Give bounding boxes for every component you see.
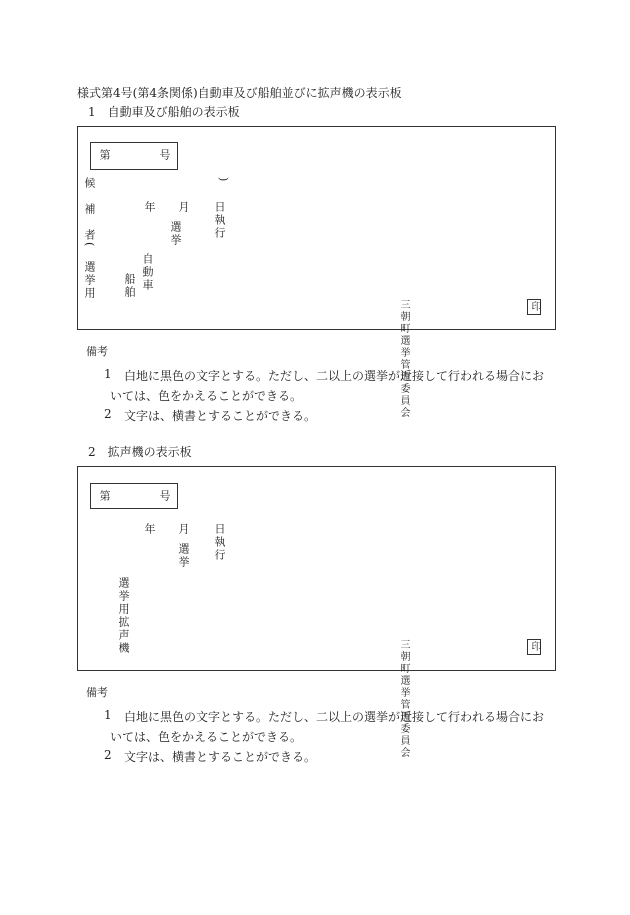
- election-label: 選挙: [169, 221, 182, 247]
- notes-1-item-1-number: 1: [104, 367, 112, 381]
- number-box: [90, 483, 178, 509]
- candidate-close: ): [217, 177, 230, 184]
- notes-2-item-1-number: 1: [104, 708, 112, 722]
- notes-2-heading: 備考: [86, 686, 108, 699]
- year-label: 年: [143, 523, 156, 536]
- number-suffix: 号: [158, 490, 171, 503]
- day-label: 日執行: [213, 523, 226, 562]
- seal-text: 印: [529, 301, 540, 313]
- section-2-heading: 2 拡声機の表示板: [88, 445, 192, 459]
- issuer-label: 三朝町選挙管理委員会: [398, 299, 409, 419]
- notes-2-item-1-line-2: いては、色をかえることができる。: [110, 730, 303, 744]
- issuer-label: 三朝町選挙管理委員会: [398, 639, 409, 759]
- election-label: 選挙: [177, 543, 190, 569]
- use-label: 選挙用: [83, 261, 96, 300]
- notes-2-item-2-line-1: 文字は、横書とすることができる。: [124, 750, 317, 764]
- notes-2-item-1-line-1: 白地に黒色の文字とする。ただし、二以上の選挙が近接して行われる場合にお: [124, 710, 545, 724]
- month-label: 月: [177, 523, 190, 536]
- day-label: 日執行: [213, 201, 226, 240]
- number-label: 第: [98, 490, 111, 503]
- month-label: 月: [177, 201, 190, 214]
- notes-1-item-2-line-1: 文字は、横書とすることができる。: [124, 409, 317, 423]
- notes-1-item-1-line-2: いては、色をかえることができる。: [110, 389, 303, 403]
- device-label: 選挙用拡声機: [117, 577, 130, 655]
- year-label: 年: [143, 201, 156, 214]
- notes-2-item-2-number: 2: [104, 748, 112, 762]
- notes-1-heading: 備考: [86, 345, 108, 358]
- number-suffix: 号: [158, 149, 171, 162]
- notes-1-item-1-line-1: 白地に黒色の文字とする。ただし、二以上の選挙が近接して行われる場合にお: [124, 369, 545, 383]
- notes-1-item-2-number: 2: [104, 407, 112, 421]
- ship-label: 船舶: [123, 273, 136, 299]
- candidate-label: 候 補 者(: [83, 177, 96, 249]
- document-title: 様式第4号(第4条関係)自動車及び船舶並びに拡声機の表示板: [77, 86, 402, 100]
- seal-mark: [527, 639, 541, 655]
- section-1-heading: 1 自動車及び船舶の表示板: [88, 105, 240, 119]
- seal-mark: [527, 299, 541, 315]
- number-box: [90, 142, 178, 170]
- number-label: 第: [98, 149, 111, 162]
- seal-text: 印: [529, 641, 540, 653]
- vehicle-label: 自動車: [141, 253, 154, 292]
